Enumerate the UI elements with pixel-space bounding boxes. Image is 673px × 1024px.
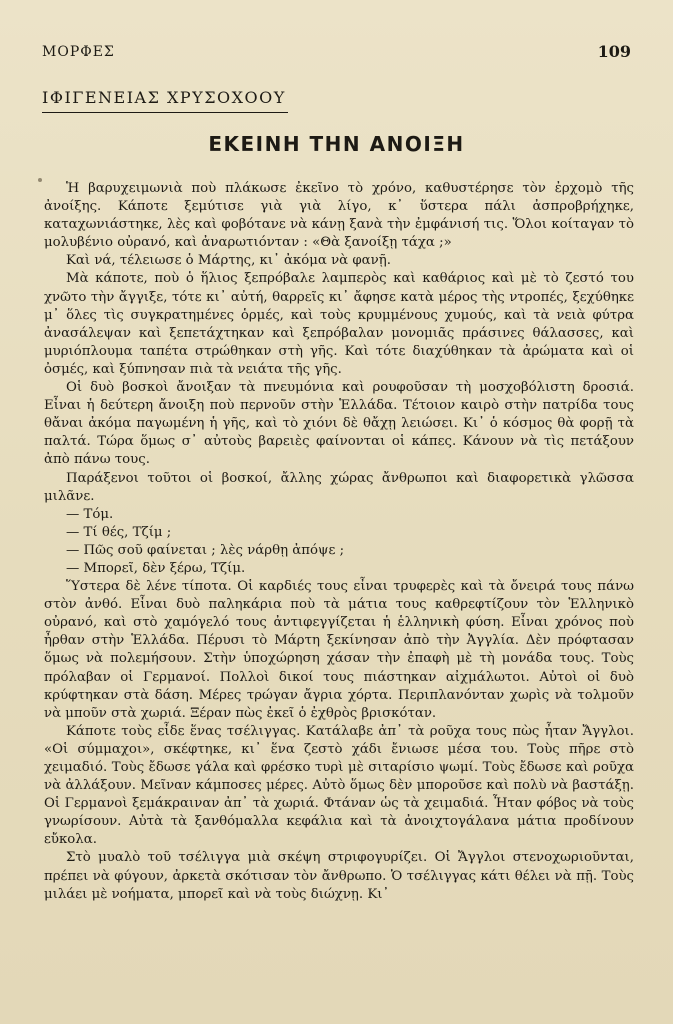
paragraph: Μὰ κάποτε, ποὺ ὁ ἥλιος ξεπρόβαλε λαμπερὸς καὶ καθάριος καὶ μὲ τὸ ζεστό του χνῶτο τὴν ἄγγιξε, τότε κι᾿ αὐτή, θαρρεῖς κι᾿ ἄφησε κατὰ μέρος τὴς ντροπές, ξεχύθηκε μ᾿ ὅλες τὶς συγκρατημένες ὁρμές, καὶ τοὺς κρυμμένους χυμούς, καὶ τὰ νειὰ φύτρα ἀνασάλεψαν καὶ ξεπετάχτηκαν καὶ ξεπρόβαλαν μονομιᾶς πράσινες θάλασσες, καὶ μυριόπλουμα ταπέτα στρώθηκαν στὴ γῆς. Καὶ τότε διαχύθηκαν τὰ ἀρώματα καὶ οἱ ὀσμές, καὶ ξύπνησαν πιὰ τὰ νειάτα τῆς γῆς. [44, 271, 634, 377]
running-header-journal: ΜΟΡΦΕΣ [42, 44, 115, 60]
story-title: ΕΚΕΙΝΗ ΤΗΝ ΑΝΟΙΞΗ [208, 132, 465, 156]
author-name: ΙΦΙΓΕΝΕΙΑΣ ΧΡΥΣΟΧΟΟΥ [42, 88, 286, 107]
paragraph: Καὶ νά, τέλειωσε ὁ Μάρτης, κι᾿ ἀκόμα νὰ φανῇ. [66, 253, 391, 269]
paragraph: Κάποτε τοὺς εἶδε ἕνας τσέλιγγας. Κατάλαβε ἀπ᾿ τὰ ροῦχα τους πὼς ἦταν Ἄγγλοι. «Οἱ σύμμαχοι», σκέφτηκε, κι᾿ ἕνα ζεστὸ χάδι ἔνιωσε μέσα του. Τοὺς πῆρε στὸ χειμαδιό. Τοὺς ἔδωσε γάλα καὶ φρέσκο τυρὶ μὲ σιταρίσιο ψωμί. Τοὺς ἔδωσε καὶ ροῦχα νὰ ἀλλάξουν. Μεῖναν κάμποσες μέρες. Αὐτὸ ὅμως δὲν μποροῦσε καὶ πολὺ νὰ βαστάξῃ. Οἱ Γερμανοὶ ξεμάκραιναν ἀπ᾿ τὰ χωριά. Φτάναν ὡς τὰ χειμαδιά. Ἦταν φόβος νὰ τοὺς γνωρίσουν. Αὐτὰ τὰ ξανθόμαλλα κεφάλια καὶ τὰ ἀνοιχτογάλανα μάτια προδίνουν εὔκολα. [44, 723, 634, 848]
page-number: 109 [597, 42, 631, 61]
paragraph: Ἡ βαρυχειμωνιὰ ποὺ πλάκωσε ἐκεῖνο τὸ χρόνο, καθυστέρησε τὸν ἐρχομὸ τῆς ἀνοίξης. Κάποτε ξεμύτισε γιὰ γιὰ λίγο, κ᾿ ὕστερα πάλι ἀσπροβρήχηκε, καταχωνιάστηκε, λὲς καὶ φοβότανε νὰ κάνῃ ξανὰ τὴν ἐμφάνισή τις. Ὅλοι κοίταγαν τὸ μολυβένιο οὐρανό, καὶ ἀναρωτιόνταν : «Θὰ ξανοίξῃ τάχα ;» [44, 181, 634, 251]
paragraph: Ὕστερα δὲ λένε τίποτα. Οἱ καρδιές τους εἶναι τρυφερὲς καὶ τὰ ὄνειρά τους πάνω στὸν ἀνθό. Εἶναι δυὸ παληκάρια ποὺ τὰ μάτια τους καθρεφτίζουν τὸν Ἑλληνικὸ οὐρανό, καὶ στὸ χαμόγελό τους ἀντιφεγγίζεται ἡ ἑλληνικὴ φύση. Εἶναι χρόνος ποὺ ἦρθαν στὴν Ἑλλάδα. Πέρυσι τὸ Μάρτη ξεκίνησαν ἀπὸ τὴν Ἀγγλία. Δὲν πρόφτασαν ὅμως νὰ πολεμήσουν. Στὴν ὑποχώρηση χάσαν τὴν ἐπαφὴ μὲ τὴ μονάδα τους. Τοὺς πρόλαβαν οἱ Γερμανοί. Πολλοὶ δικοί τους πιάστηκαν αἰχμάλωτοι. Αὐτοὶ οἱ δυὸ κρύφτηκαν στὰ δάση. Μέρες τρώγαν ἄγρια χόρτα. Περιπλανόνταν χωρὶς νὰ τολμοῦν νὰ μποῦν στὰ χωριά. Ξέραν πὼς ἐκεῖ ὁ ἐχθρὸς βρισκόταν. [44, 579, 634, 721]
paragraph: Παράξενοι τοῦτοι οἱ βοσκοί, ἄλλης χώρας ἄνθρωποι καὶ διαφορετικὰ γλῶσσα μιλᾶνε. [44, 470, 634, 504]
dialogue-line: — Μπορεῖ, δὲν ξέρω, Τζίμ. [66, 560, 246, 576]
author-underline [42, 112, 288, 113]
dialogue-line: — Τόμ. [66, 506, 114, 522]
paragraph: Οἱ δυὸ βοσκοὶ ἄνοιξαν τὰ πνευμόνια καὶ ρουφοῦσαν τὴ μοσχοβόλιστη δροσιά. Εἶναι ἡ δεύτερη ἄνοιξη ποὺ περνοῦν στὴν Ἑλλάδα. Τέτοιον καιρὸ στὴν πατρίδα τους θἄναι ἀκόμα παγωμένη ἡ γῆς, καὶ τὸ χιόνι δὲ θἄχῃ λειώσει. Κι᾿ ὁ κόσμος θὰ φορῇ τὰ παλτά. Τώρα ὅμως σ᾿ αὐτοὺς βαρειὲς φαίνονται οἱ κάπες. Κάνουν νὰ τὶς πετάξουν ἀπὸ πάνω τους. [44, 380, 634, 468]
ink-spot [38, 178, 42, 182]
story-body [44, 180, 634, 904]
dialogue-line: — Τί θές, Τζίμ ; [66, 524, 172, 540]
paragraph: Στὸ μυαλὸ τοῦ τσέλιγγα μιὰ σκέψη στριφογυρίζει. Οἱ Ἄγγλοι στενοχωριοῦνται, πρέπει νὰ φύγουν, ἀρκετὰ σκότισαν τὸν ἄνθρωπο. Ὁ τσέλιγγας κάτι θέλει νὰ πῇ. Τοὺς μιλάει μὲ νοήματα, μπορεῖ καὶ νὰ τοὺς διώχνῃ. Κι᾿ [44, 850, 634, 902]
dialogue-line: — Πῶς σοῦ φαίνεται ; λὲς νάρθῃ ἀπόψε ; [66, 542, 345, 558]
